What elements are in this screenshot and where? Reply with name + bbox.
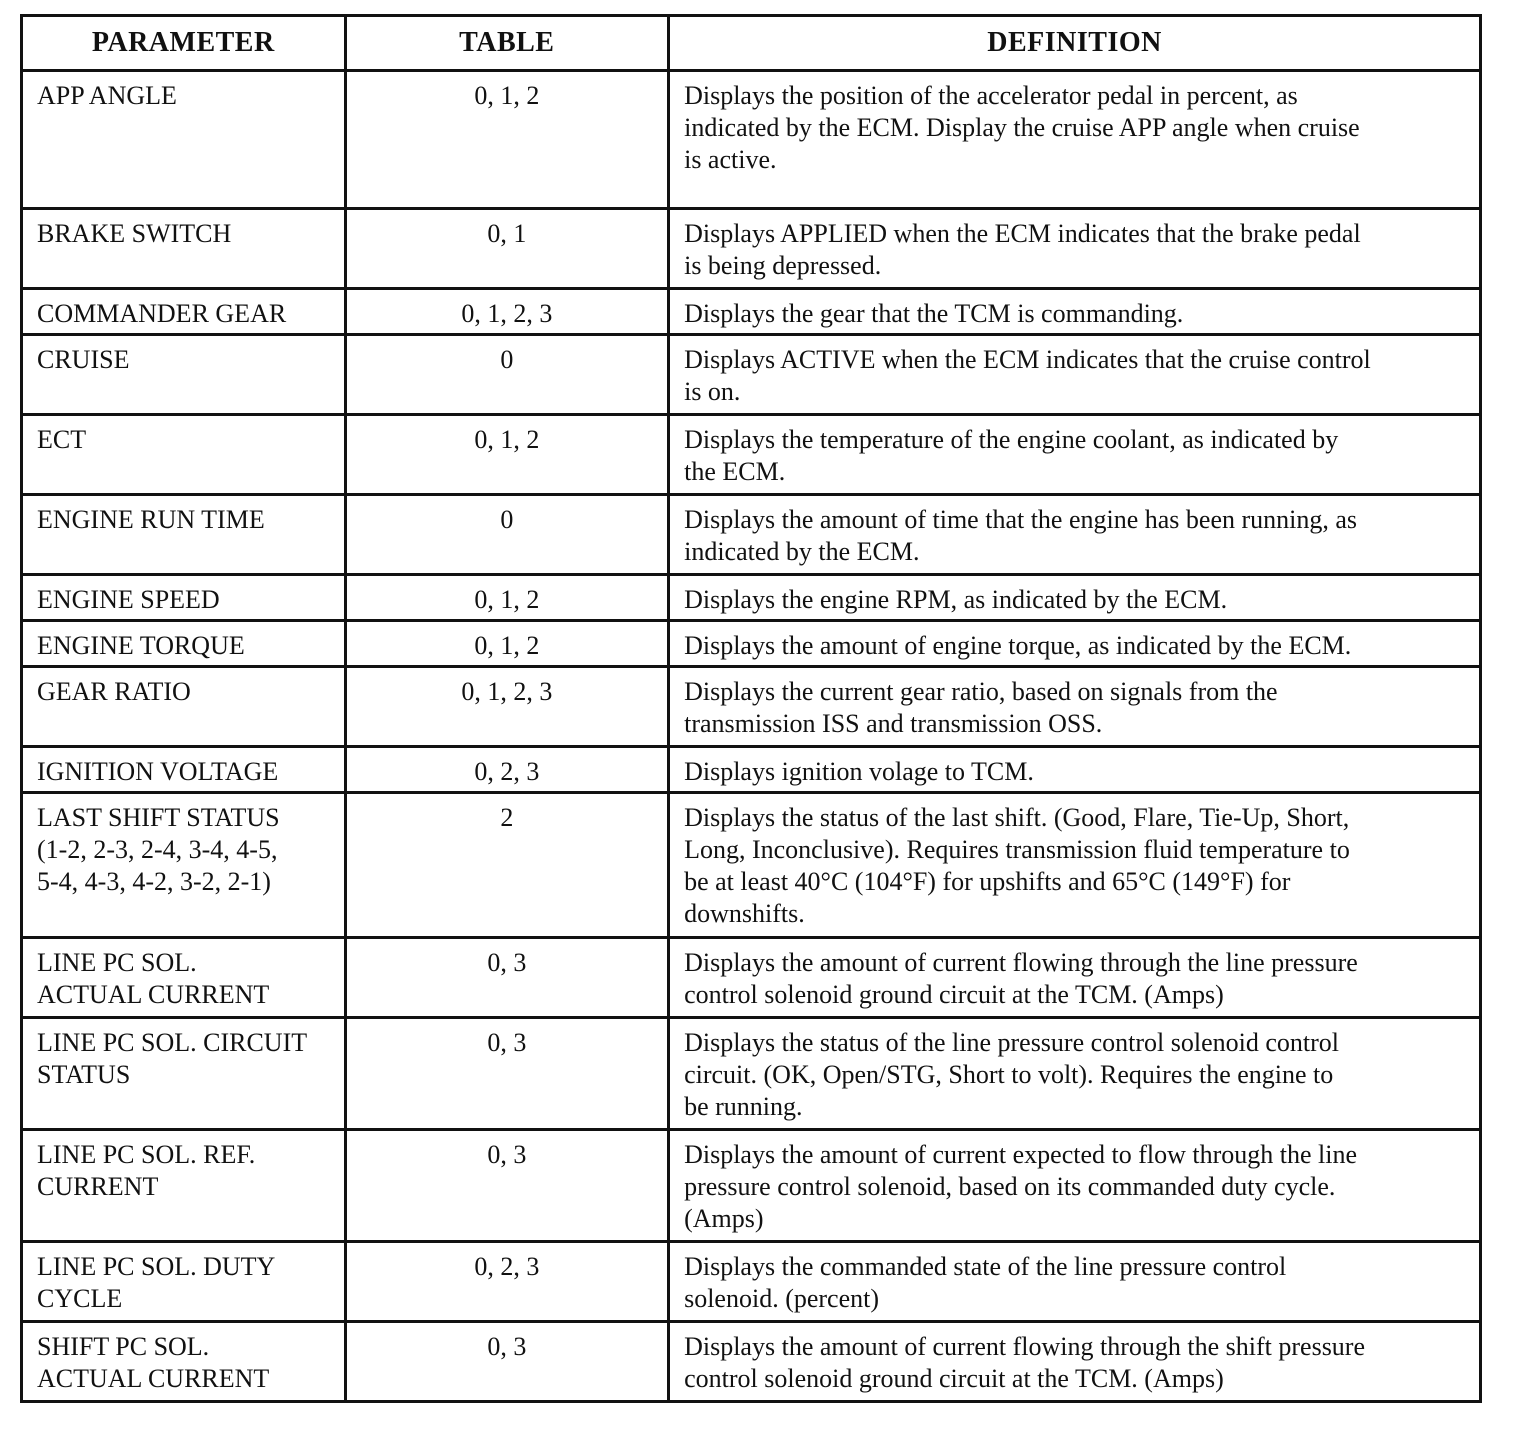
definition-cell: Displays the amount of current flowing through the line pressure control solenoid ground circuit at the TCM. (Amps) — [669, 938, 1481, 1018]
table-cell: 0 — [345, 495, 669, 575]
table-row — [22, 71, 1481, 209]
parameter-cell: CRUISE — [22, 335, 346, 415]
definition-cell: Displays the current gear ratio, based on signals from the transmission ISS and transmission OSS. — [669, 667, 1481, 747]
table-row — [22, 1322, 1481, 1402]
definition-cell: Displays the amount of current flowing through the shift pressure control solenoid ground circuit at the TCM. (Amps) — [669, 1322, 1481, 1402]
table-row — [22, 938, 1481, 1018]
parameter-cell: LINE PC SOL. DUTY CYCLE — [22, 1242, 346, 1322]
table-cell: 0, 1, 2 — [345, 71, 669, 209]
table-row — [22, 415, 1481, 495]
header-definition: DEFINITION — [669, 16, 1481, 71]
definition-cell: Displays ACTIVE when the ECM indicates that the cruise control is on. — [669, 335, 1481, 415]
table-cell: 0, 3 — [345, 1018, 669, 1130]
parameter-cell: LINE PC SOL. REF. CURRENT — [22, 1130, 346, 1242]
definition-cell: Displays the commanded state of the line pressure control solenoid. (percent) — [669, 1242, 1481, 1322]
parameter-table — [20, 14, 1482, 1403]
table-cell: 0, 1, 2 — [345, 415, 669, 495]
table-row — [22, 1018, 1481, 1130]
definition-cell: Displays the gear that the TCM is commanding. — [669, 289, 1481, 335]
definition-cell: Displays the status of the line pressure control solenoid control circuit. (OK, Open/STG, Short to volt). Requires the engine to be running. — [669, 1018, 1481, 1130]
table-cell: 2 — [345, 793, 669, 938]
table-cell: 0, 3 — [345, 1130, 669, 1242]
table-cell: 0, 1, 2, 3 — [345, 289, 669, 335]
definition-cell: Displays the status of the last shift. (Good, Flare, Tie-Up, Short, Long, Inconclusive). Requires transmission fluid temperature to be at least 40°C (104°F) for upshifts and 65°C (149°F) for downshifts. — [669, 793, 1481, 938]
table-row — [22, 1242, 1481, 1322]
header-row — [22, 16, 1481, 71]
parameter-cell: LINE PC SOL. CIRCUIT STATUS — [22, 1018, 346, 1130]
definition-cell: Displays the position of the accelerator pedal in percent, as indicated by the ECM. Display the cruise APP angle when cruise is active. — [669, 71, 1481, 209]
parameter-cell: LINE PC SOL. ACTUAL CURRENT — [22, 938, 346, 1018]
table-row — [22, 495, 1481, 575]
parameter-cell: GEAR RATIO — [22, 667, 346, 747]
table-cell: 0, 2, 3 — [345, 1242, 669, 1322]
table-row — [22, 1130, 1481, 1242]
definition-cell: Displays ignition volage to TCM. — [669, 747, 1481, 793]
table-row — [22, 335, 1481, 415]
table-cell: 0, 3 — [345, 938, 669, 1018]
parameter-cell: COMMANDER GEAR — [22, 289, 346, 335]
table-cell: 0, 1, 2, 3 — [345, 667, 669, 747]
table-row — [22, 747, 1481, 793]
definition-cell: Displays the engine RPM, as indicated by the ECM. — [669, 575, 1481, 621]
parameter-cell: BRAKE SWITCH — [22, 209, 346, 289]
table-cell: 0, 1, 2 — [345, 621, 669, 667]
table-cell: 0, 1, 2 — [345, 575, 669, 621]
table-row — [22, 575, 1481, 621]
table-row — [22, 621, 1481, 667]
table-row — [22, 209, 1481, 289]
definition-cell: Displays the amount of time that the engine has been running, as indicated by the ECM. — [669, 495, 1481, 575]
definition-cell: Displays the temperature of the engine coolant, as indicated by the ECM. — [669, 415, 1481, 495]
table-row — [22, 793, 1481, 938]
header-table: TABLE — [345, 16, 669, 71]
parameter-cell: ENGINE RUN TIME — [22, 495, 346, 575]
table-cell: 0, 2, 3 — [345, 747, 669, 793]
definition-cell: Displays the amount of engine torque, as indicated by the ECM. — [669, 621, 1481, 667]
header-parameter: PARAMETER — [22, 16, 346, 71]
table-cell: 0, 1 — [345, 209, 669, 289]
parameter-cell: ECT — [22, 415, 346, 495]
parameter-cell: ENGINE TORQUE — [22, 621, 346, 667]
parameter-cell: IGNITION VOLTAGE — [22, 747, 346, 793]
table-cell: 0 — [345, 335, 669, 415]
parameter-cell: ENGINE SPEED — [22, 575, 346, 621]
definition-cell: Displays APPLIED when the ECM indicates that the brake pedal is being depressed. — [669, 209, 1481, 289]
parameter-cell: LAST SHIFT STATUS (1-2, 2-3, 2-4, 3-4, 4-5, 5-4, 4-3, 4-2, 3-2, 2-1) — [22, 793, 346, 938]
table-row — [22, 289, 1481, 335]
definition-cell: Displays the amount of current expected to flow through the line pressure control solenoid, based on its commanded duty cycle. (Amps) — [669, 1130, 1481, 1242]
table-cell: 0, 3 — [345, 1322, 669, 1402]
parameter-cell: APP ANGLE — [22, 71, 346, 209]
parameter-cell: SHIFT PC SOL. ACTUAL CURRENT — [22, 1322, 346, 1402]
table-row — [22, 667, 1481, 747]
